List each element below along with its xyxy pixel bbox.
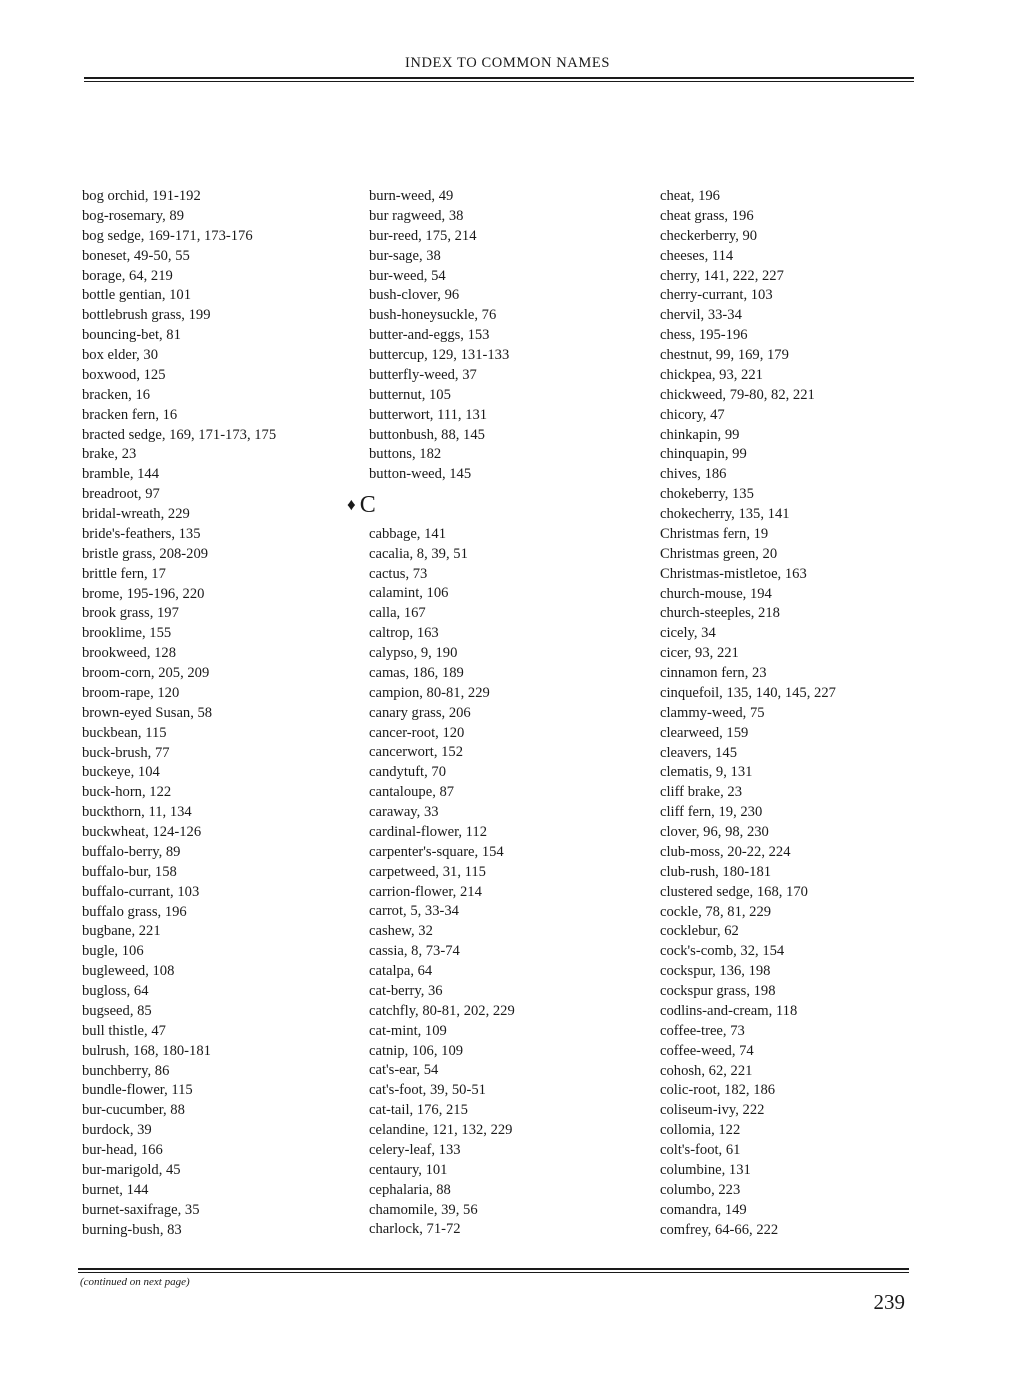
index-entry: chinkapin, 99 bbox=[660, 426, 740, 443]
index-entry: bur ragweed, 38 bbox=[369, 207, 464, 224]
index-entry: club-moss, 20-22, 224 bbox=[660, 843, 791, 860]
index-entry: clustered sedge, 168, 170 bbox=[660, 883, 808, 900]
index-entry: cockspur grass, 198 bbox=[660, 983, 776, 999]
index-entry: bunchberry, 86 bbox=[82, 1062, 170, 1079]
index-entry: church-steeples, 218 bbox=[660, 605, 780, 622]
header-rule bbox=[84, 77, 914, 85]
index-entry: colt's-foot, 61 bbox=[660, 1142, 741, 1158]
index-entry: chokecherry, 135, 141 bbox=[660, 506, 790, 522]
index-entry: buffalo grass, 196 bbox=[82, 903, 187, 920]
index-entry: calamint, 106 bbox=[369, 585, 449, 602]
index-entry: bugloss, 64 bbox=[82, 983, 149, 999]
index-entry: borage, 64, 219 bbox=[82, 267, 173, 284]
index-entry: club-rush, 180-181 bbox=[660, 863, 772, 880]
section-heading-c bbox=[347, 485, 515, 525]
index-entry: church-mouse, 194 bbox=[660, 585, 772, 602]
index-entry: coffee-tree, 73 bbox=[660, 1022, 745, 1039]
column-2-entries-b bbox=[369, 187, 515, 485]
index-entry: cicer, 93, 221 bbox=[660, 645, 739, 662]
index-entry: bog-rosemary, 89 bbox=[82, 207, 184, 224]
index-entry: bracken, 16 bbox=[82, 386, 151, 403]
index-entry: colic-root, 182, 186 bbox=[660, 1082, 776, 1099]
index-entry: caltrop, 163 bbox=[369, 625, 439, 642]
index-entry: bur-head, 166 bbox=[82, 1142, 163, 1158]
index-entry: chickweed, 79-80, 82, 221 bbox=[660, 386, 815, 403]
index-entry: bugseed, 85 bbox=[82, 1002, 152, 1019]
index-entry: cheeses, 114 bbox=[660, 247, 734, 264]
index-entry: buttonbush, 88, 145 bbox=[369, 426, 485, 443]
index-entry: cinquefoil, 135, 140, 145, 227 bbox=[660, 684, 836, 701]
index-entry: columbo, 223 bbox=[660, 1181, 741, 1198]
index-entry: brake, 23 bbox=[82, 446, 137, 463]
index-entry: Christmas-mistletoe, 163 bbox=[660, 565, 807, 582]
index-entry: cashew, 32 bbox=[369, 923, 433, 940]
index-entry: butter-and-eggs, 153 bbox=[369, 327, 490, 344]
index-entry: butterwort, 111, 131 bbox=[369, 406, 488, 423]
index-entry: caraway, 33 bbox=[369, 804, 439, 821]
index-entry: cat-tail, 176, 215 bbox=[369, 1102, 468, 1119]
index-entry: chickpea, 93, 221 bbox=[660, 366, 763, 383]
index-entry: campion, 80-81, 229 bbox=[369, 684, 490, 701]
index-entry: brookweed, 128 bbox=[82, 645, 177, 662]
index-entry: chervil, 33-34 bbox=[660, 307, 742, 324]
index-entry: cabbage, 141 bbox=[369, 525, 446, 542]
index-entry: bundle-flower, 115 bbox=[82, 1082, 193, 1099]
index-entry: codlins-and-cream, 118 bbox=[660, 1002, 798, 1019]
index-column-2 bbox=[347, 187, 515, 1240]
index-entry: chinquapin, 99 bbox=[660, 446, 747, 463]
index-entry: buffalo-bur, 158 bbox=[82, 863, 177, 880]
index-entry: carpetweed, 31, 115 bbox=[369, 863, 486, 880]
index-entry: buttercup, 129, 131-133 bbox=[369, 347, 510, 363]
index-entry: broom-rape, 120 bbox=[82, 684, 180, 701]
index-entry: buckeye, 104 bbox=[82, 764, 160, 781]
index-entry: bugle, 106 bbox=[82, 943, 144, 960]
index-entry: clammy-weed, 75 bbox=[660, 704, 765, 721]
index-entry: buffalo-currant, 103 bbox=[82, 883, 200, 900]
index-entry: broom-corn, 205, 209 bbox=[82, 665, 210, 681]
index-column-1 bbox=[82, 187, 276, 1240]
index-entry: celery-leaf, 133 bbox=[369, 1141, 461, 1158]
index-entry: cockspur, 136, 198 bbox=[660, 963, 771, 980]
index-entry: cliff brake, 23 bbox=[660, 784, 742, 801]
index-entry: Christmas fern, 19 bbox=[660, 525, 769, 542]
index-entry: button-weed, 145 bbox=[369, 466, 472, 483]
index-entry: cicely, 34 bbox=[660, 625, 716, 642]
index-entry: cancer-root, 120 bbox=[369, 724, 465, 741]
index-entry: buck-brush, 77 bbox=[82, 744, 170, 761]
index-entry: bur-cucumber, 88 bbox=[82, 1102, 185, 1119]
index-entry: cephalaria, 88 bbox=[369, 1181, 451, 1198]
index-entry: bog sedge, 169-171, 173-176 bbox=[82, 227, 253, 244]
index-entry: brook grass, 197 bbox=[82, 605, 179, 622]
index-entry: bottle gentian, 101 bbox=[82, 287, 192, 304]
index-entry: cantaloupe, 87 bbox=[369, 784, 455, 801]
index-entry: camas, 186, 189 bbox=[369, 664, 464, 681]
index-entry: brown-eyed Susan, 58 bbox=[82, 704, 213, 721]
index-entry: carrion-flower, 214 bbox=[369, 883, 482, 900]
index-entry: comfrey, 64-66, 222 bbox=[660, 1221, 779, 1238]
index-entry: chamomile, 39, 56 bbox=[369, 1201, 478, 1218]
index-entry: butterfly-weed, 37 bbox=[369, 366, 477, 383]
index-entry: cassia, 8, 73-74 bbox=[369, 943, 460, 960]
index-entry: box elder, 30 bbox=[82, 347, 159, 363]
index-entry: cardinal-flower, 112 bbox=[369, 823, 488, 840]
index-entry: canary grass, 206 bbox=[369, 704, 471, 721]
index-column-3 bbox=[660, 187, 836, 1240]
index-entry: buckthorn, 11, 134 bbox=[82, 804, 192, 821]
index-entry: cactus, 73 bbox=[369, 565, 428, 582]
index-entry: calla, 167 bbox=[369, 605, 426, 622]
index-entry: centaury, 101 bbox=[369, 1161, 448, 1178]
index-entry: bracken fern, 16 bbox=[82, 406, 178, 423]
index-entry: chess, 195-196 bbox=[660, 327, 748, 344]
index-entry: buffalo-berry, 89 bbox=[82, 843, 181, 860]
index-entry: bush-honeysuckle, 76 bbox=[369, 307, 497, 324]
index-entry: comandra, 149 bbox=[660, 1201, 747, 1218]
index-entry: cheat, 196 bbox=[660, 188, 720, 204]
index-entry: cat's-ear, 54 bbox=[369, 1062, 439, 1079]
index-entry: celandine, 121, 132, 229 bbox=[369, 1122, 513, 1139]
index-entry: cock's-comb, 32, 154 bbox=[660, 943, 785, 960]
index-entry: bridal-wreath, 229 bbox=[82, 506, 190, 522]
index-entry: cancerwort, 152 bbox=[369, 744, 464, 761]
index-entry: bur-weed, 54 bbox=[369, 267, 446, 284]
index-entry: cocklebur, 62 bbox=[660, 923, 739, 940]
index-entry: burdock, 39 bbox=[82, 1122, 152, 1139]
index-entry: cheat grass, 196 bbox=[660, 207, 754, 224]
running-header: INDEX TO COMMON NAMES bbox=[404, 55, 610, 71]
index-entry: coffee-weed, 74 bbox=[660, 1042, 754, 1059]
index-entry: chokeberry, 135 bbox=[660, 486, 754, 503]
index-entry: brome, 195-196, 220 bbox=[82, 585, 205, 602]
index-entry: collomia, 122 bbox=[660, 1122, 741, 1139]
index-entry: carpenter's-square, 154 bbox=[369, 843, 504, 860]
index-entry: coliseum-ivy, 222 bbox=[660, 1102, 765, 1119]
index-entry: burning-bush, 83 bbox=[82, 1221, 182, 1238]
index-entry: buttons, 182 bbox=[369, 446, 442, 463]
index-entry: catnip, 106, 109 bbox=[369, 1042, 464, 1059]
index-entry: catalpa, 64 bbox=[369, 963, 433, 980]
index-entry: chives, 186 bbox=[660, 466, 727, 483]
index-entry: bristle grass, 208-209 bbox=[82, 545, 209, 562]
index-entry: cat-mint, 109 bbox=[369, 1022, 447, 1039]
index-entry: burnet-saxifrage, 35 bbox=[82, 1201, 200, 1218]
index-entry: candytuft, 70 bbox=[369, 764, 447, 781]
index-entry: cherry-currant, 103 bbox=[660, 287, 773, 304]
index-entry: bugleweed, 108 bbox=[82, 963, 175, 980]
index-entry: bur-sage, 38 bbox=[369, 247, 441, 264]
footer-rule bbox=[78, 1268, 909, 1274]
index-entry: bottlebrush grass, 199 bbox=[82, 307, 211, 324]
index-entry: carrot, 5, 33-34 bbox=[369, 903, 459, 920]
index-entry: calypso, 9, 190 bbox=[369, 645, 458, 662]
index-entry: cliff fern, 19, 230 bbox=[660, 804, 763, 821]
index-entry: burnet, 144 bbox=[82, 1181, 149, 1198]
column-2-entries-c bbox=[369, 525, 515, 1241]
index-entry: cherry, 141, 222, 227 bbox=[660, 267, 784, 284]
index-entry: buckbean, 115 bbox=[82, 724, 167, 741]
index-entry: bur-marigold, 45 bbox=[82, 1161, 181, 1178]
index-entry: cat's-foot, 39, 50-51 bbox=[369, 1082, 486, 1099]
index-entry: clover, 96, 98, 230 bbox=[660, 824, 769, 840]
index-entry: cacalia, 8, 39, 51 bbox=[369, 545, 468, 562]
index-entry: cockle, 78, 81, 229 bbox=[660, 903, 772, 920]
index-entry: charlock, 71-72 bbox=[369, 1221, 461, 1238]
index-entry: boxwood, 125 bbox=[82, 366, 166, 383]
index-entry: chicory, 47 bbox=[660, 406, 725, 423]
index-entry: bulrush, 168, 180-181 bbox=[82, 1042, 211, 1059]
index-entry: catchfly, 80-81, 202, 229 bbox=[369, 1002, 515, 1019]
index-entry: bur-reed, 175, 214 bbox=[369, 227, 477, 244]
index-entry: buckwheat, 124-126 bbox=[82, 824, 202, 840]
index-entry: bugbane, 221 bbox=[82, 923, 161, 940]
index-entry: chestnut, 99, 169, 179 bbox=[660, 347, 789, 363]
index-entry: cohosh, 62, 221 bbox=[660, 1062, 753, 1079]
index-entry: burn-weed, 49 bbox=[369, 188, 454, 204]
index-entry: brooklime, 155 bbox=[82, 625, 172, 642]
continued-note: (continued on next page) bbox=[80, 1276, 190, 1288]
index-entry: bull thistle, 47 bbox=[82, 1022, 166, 1039]
index-entry: cleavers, 145 bbox=[660, 744, 737, 761]
index-entry: bush-clover, 96 bbox=[369, 287, 460, 304]
index-entry: columbine, 131 bbox=[660, 1161, 751, 1178]
section-letter: C bbox=[359, 492, 376, 519]
diamond-icon: ♦ bbox=[347, 495, 356, 515]
index-entry: Christmas green, 20 bbox=[660, 545, 778, 562]
index-entry: bramble, 144 bbox=[82, 466, 160, 483]
index-entry: brittle fern, 17 bbox=[82, 565, 166, 582]
index-entry: breadroot, 97 bbox=[82, 486, 160, 503]
index-entry: cat-berry, 36 bbox=[369, 982, 443, 999]
index-entry: bride's-feathers, 135 bbox=[82, 525, 201, 542]
index-entry: bracted sedge, 169, 171-173, 175 bbox=[82, 426, 277, 443]
page-number: 239 bbox=[873, 1290, 905, 1314]
index-entry: boneset, 49-50, 55 bbox=[82, 247, 190, 264]
index-entry: checkerberry, 90 bbox=[660, 227, 758, 244]
index-entry: clematis, 9, 131 bbox=[660, 764, 753, 781]
index-entry: butternut, 105 bbox=[369, 386, 451, 403]
index-entry: clearweed, 159 bbox=[660, 724, 749, 741]
index-entry: cinnamon fern, 23 bbox=[660, 665, 767, 681]
index-entry: buck-horn, 122 bbox=[82, 784, 172, 801]
index-entry: bog orchid, 191-192 bbox=[82, 188, 201, 204]
index-entry: bouncing-bet, 81 bbox=[82, 327, 181, 344]
